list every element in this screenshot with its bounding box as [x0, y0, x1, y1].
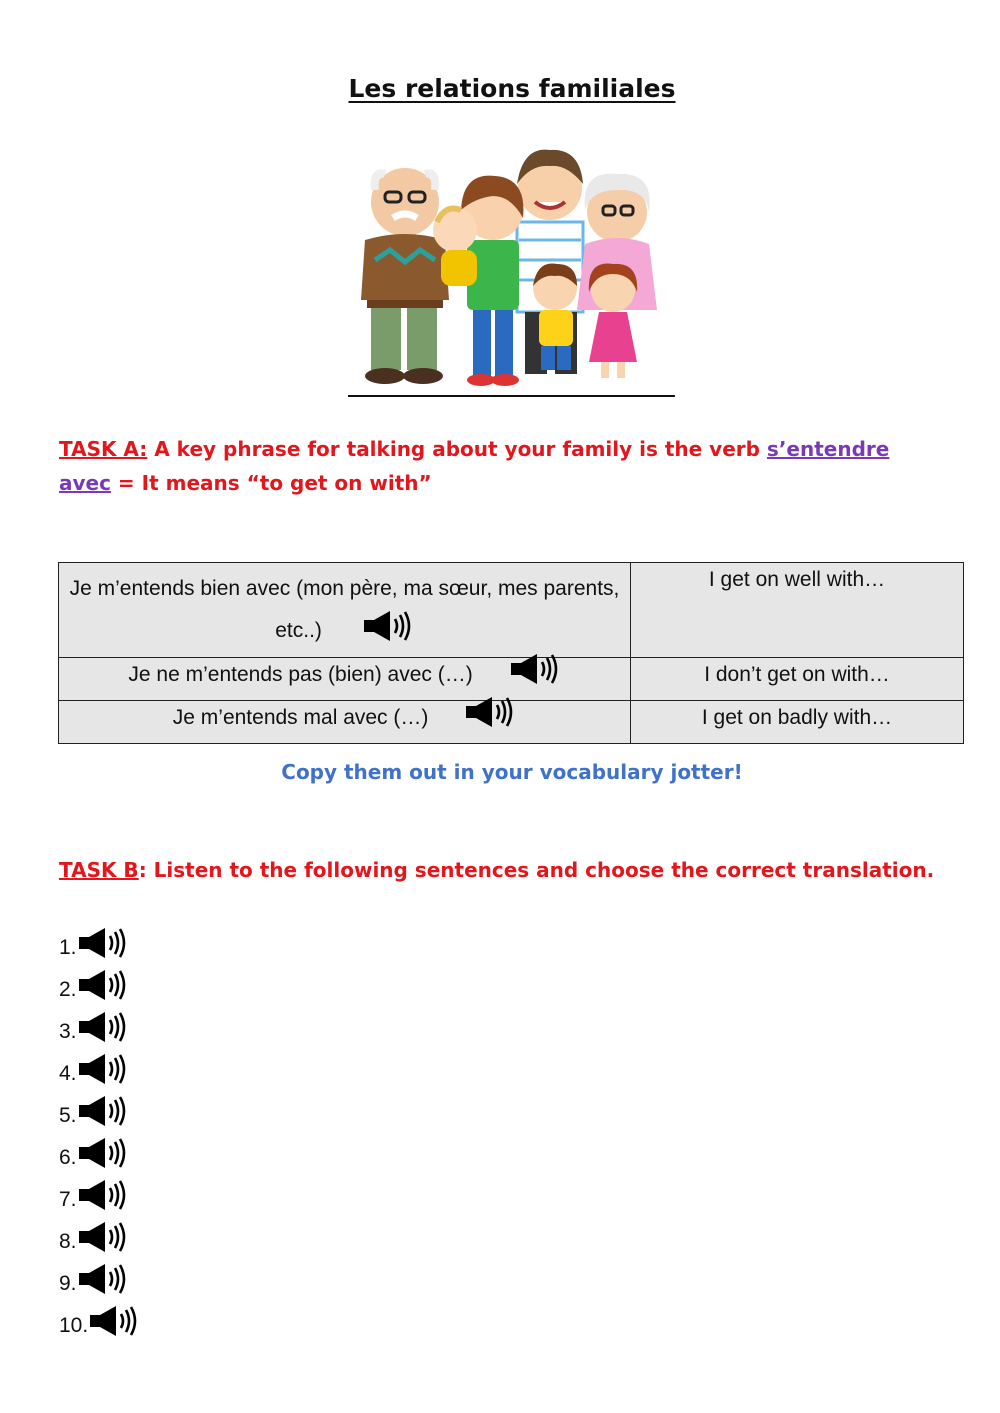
list-item: [59, 926, 140, 968]
speaker-icon[interactable]: [464, 695, 516, 729]
item-number: 5.: [59, 1104, 77, 1127]
task-b-text: : Listen to the following sentences and choose the correct translation.: [138, 858, 935, 882]
vocabulary-table: [58, 562, 964, 744]
audio-item-list: [59, 926, 140, 1346]
copy-note: Copy them out in your vocabulary jotter!: [281, 760, 743, 784]
english-cell: I don’t get on with…: [631, 658, 964, 701]
item-number: 4.: [59, 1062, 77, 1085]
speaker-icon[interactable]: [77, 968, 129, 1002]
item-number: 3.: [59, 1020, 77, 1043]
grandpa-figure: [361, 168, 449, 384]
mother-figure: [433, 176, 523, 386]
illustration-divider: [348, 395, 675, 397]
english-cell: I get on badly with…: [631, 701, 964, 744]
table-row: [59, 658, 964, 701]
list-item: [59, 1094, 140, 1136]
item-number: 8.: [59, 1230, 77, 1253]
item-number: 2.: [59, 978, 77, 1001]
speaker-icon[interactable]: [88, 1304, 140, 1338]
table-row: [59, 701, 964, 744]
speaker-icon[interactable]: [77, 1136, 129, 1170]
list-item: [59, 1220, 140, 1262]
task-a-text: A key phrase for talking about your family is the verb: [147, 437, 767, 461]
speaker-icon[interactable]: [77, 1094, 129, 1128]
english-cell: I get on well with…: [631, 563, 964, 658]
girl-figure: [589, 264, 637, 378]
page-title: Les relations familiales: [348, 74, 676, 103]
list-item: [59, 1262, 140, 1304]
speaker-icon[interactable]: [77, 926, 129, 960]
item-number: 7.: [59, 1188, 77, 1211]
list-item: [59, 1178, 140, 1220]
list-item: [59, 1010, 140, 1052]
speaker-icon[interactable]: [77, 1220, 129, 1254]
speaker-icon[interactable]: [77, 1010, 129, 1044]
item-number: 10.: [59, 1314, 89, 1337]
task-a-label: TASK A:: [59, 437, 148, 461]
list-item: [59, 968, 140, 1010]
speaker-icon[interactable]: [77, 1262, 129, 1296]
task-a-meaning: = It means “to get on with”: [110, 471, 432, 495]
speaker-icon[interactable]: [509, 652, 561, 686]
speaker-icon[interactable]: [77, 1052, 129, 1086]
french-phrase: Je m’entends mal avec (…): [172, 706, 429, 729]
task-b-instructions: [59, 858, 989, 882]
french-cell: [59, 658, 631, 701]
french-phrase: Je m’entends bien avec (mon père, ma sœur, mes parents, etc..): [69, 577, 620, 642]
item-number: 1.: [59, 936, 77, 959]
speaker-icon[interactable]: [77, 1178, 129, 1212]
french-cell: [59, 563, 631, 658]
speaker-icon[interactable]: [362, 609, 414, 643]
french-phrase: Je ne m’entends pas (bien) avec (…): [128, 663, 473, 686]
family-illustration: [345, 140, 677, 390]
item-number: 9.: [59, 1272, 77, 1295]
list-item: [59, 1304, 140, 1346]
task-b-label: TASK B: [59, 858, 139, 882]
list-item: [59, 1136, 140, 1178]
french-cell: [59, 701, 631, 744]
key-verb: s’entendre avec: [59, 437, 890, 495]
task-a-instructions: [59, 432, 939, 500]
list-item: [59, 1052, 140, 1094]
table-row: [59, 563, 964, 658]
item-number: 6.: [59, 1146, 77, 1169]
